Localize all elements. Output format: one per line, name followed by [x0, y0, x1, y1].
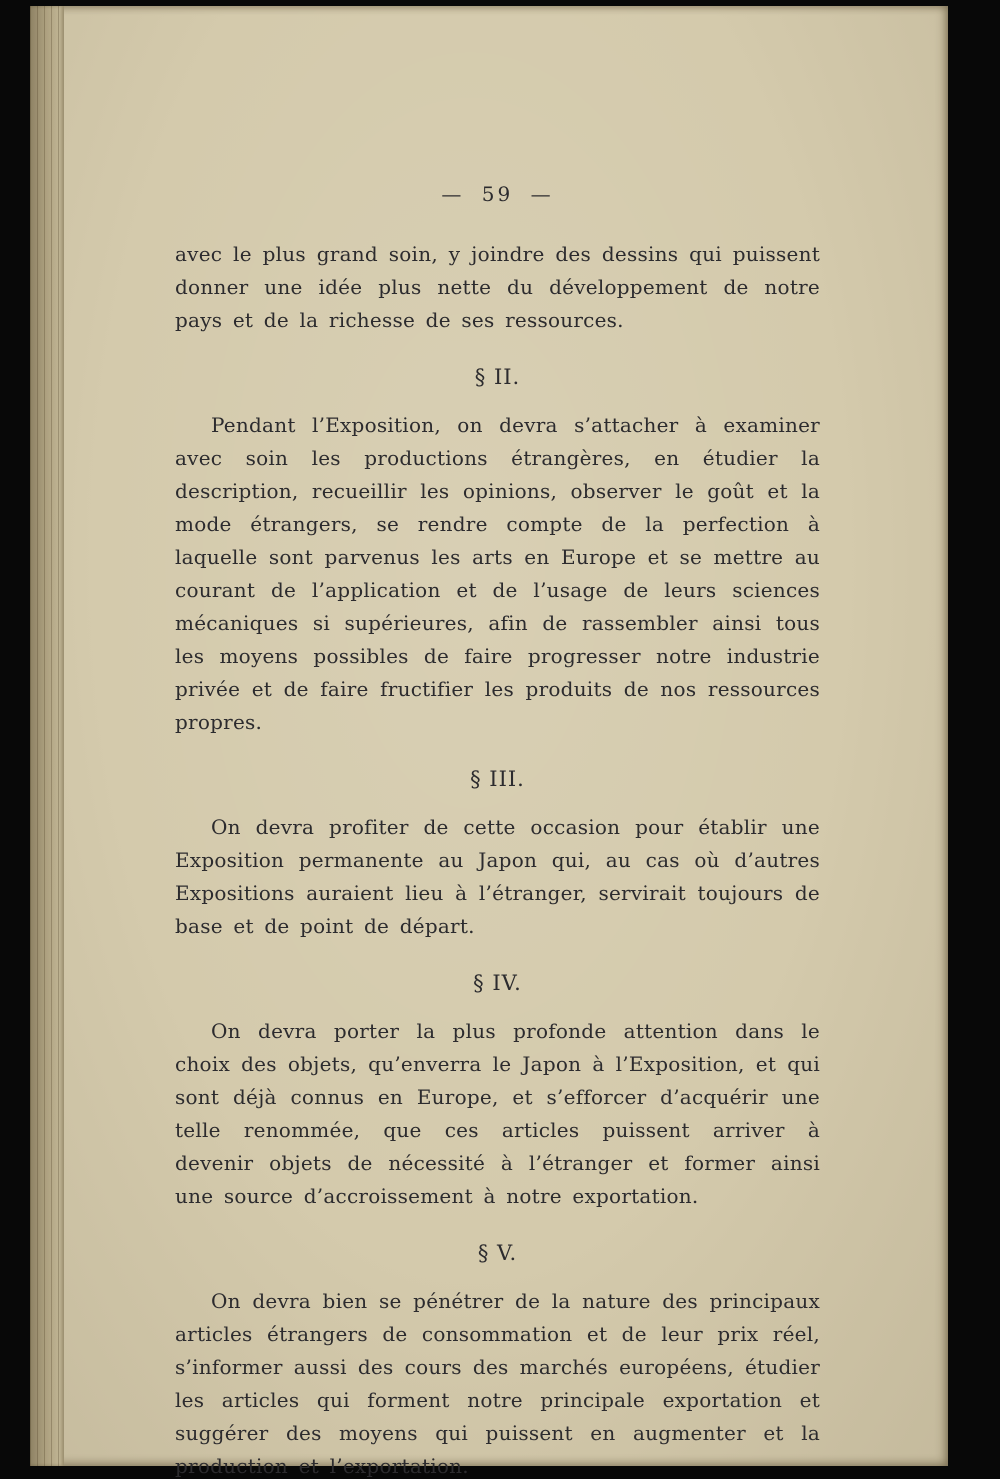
page-text-block — [30, 6, 948, 1479]
page-number: — 59 — — [441, 182, 554, 206]
paragraph-continuation: avec le plus grand soin, y joindre des dessins qui puissent donner une idée plus nette du développement de notre pays et de la richesse de ses ressources. — [175, 242, 820, 332]
section-heading-v: § V. — [477, 1241, 518, 1265]
book-page — [30, 6, 948, 1478]
section-paragraph-iii: On devra profiter de cette occasion pour établir une Exposition permanente au Japon qui, au cas où d’autres Expositions auraient lieu à l’étranger, servirait toujours de base et de point de départ. — [175, 815, 820, 938]
section-heading-iv: § IV. — [473, 971, 522, 995]
section-heading-iii: § III. — [470, 767, 525, 791]
section-heading-ii: § II. — [474, 365, 521, 389]
section-paragraph-v: On devra bien se pénétrer de la nature des principaux articles étrangers de consommation et de leur prix réel, s’informer aussi des cours des marchés européens, étudier les articles qui forment notre principale exportation et suggérer des moyens qui puissent en augmenter et la production et l’exportation. — [175, 1289, 820, 1478]
section-paragraph-ii: Pendant l’Exposition, on devra s’attacher à examiner avec soin les productions étrangères, en étudier la description, recueillir les opinions, observer le goût et la mode étrangers, se rendre compte de la perfection à laquelle sont parvenus les arts en Europe et se mettre au courant de l’application et de l’usage de leurs sciences mécaniques si supérieures, afin de rassembler ainsi tous les moyens possibles de faire progresser notre industrie privée et de faire fructifier les produits de nos ressources propres. — [175, 413, 820, 734]
section-paragraph-iv: On devra porter la plus profonde attention dans le choix des objets, qu’enverra le Japon à l’Exposition, et qui sont déjà connus en Europe, et s’efforcer d’acquérir une telle renommée, que ces articles puissent arriver à devenir objets de nécessité à l’étranger et former ainsi une source d’accroissement à notre exportation. — [175, 1019, 820, 1208]
